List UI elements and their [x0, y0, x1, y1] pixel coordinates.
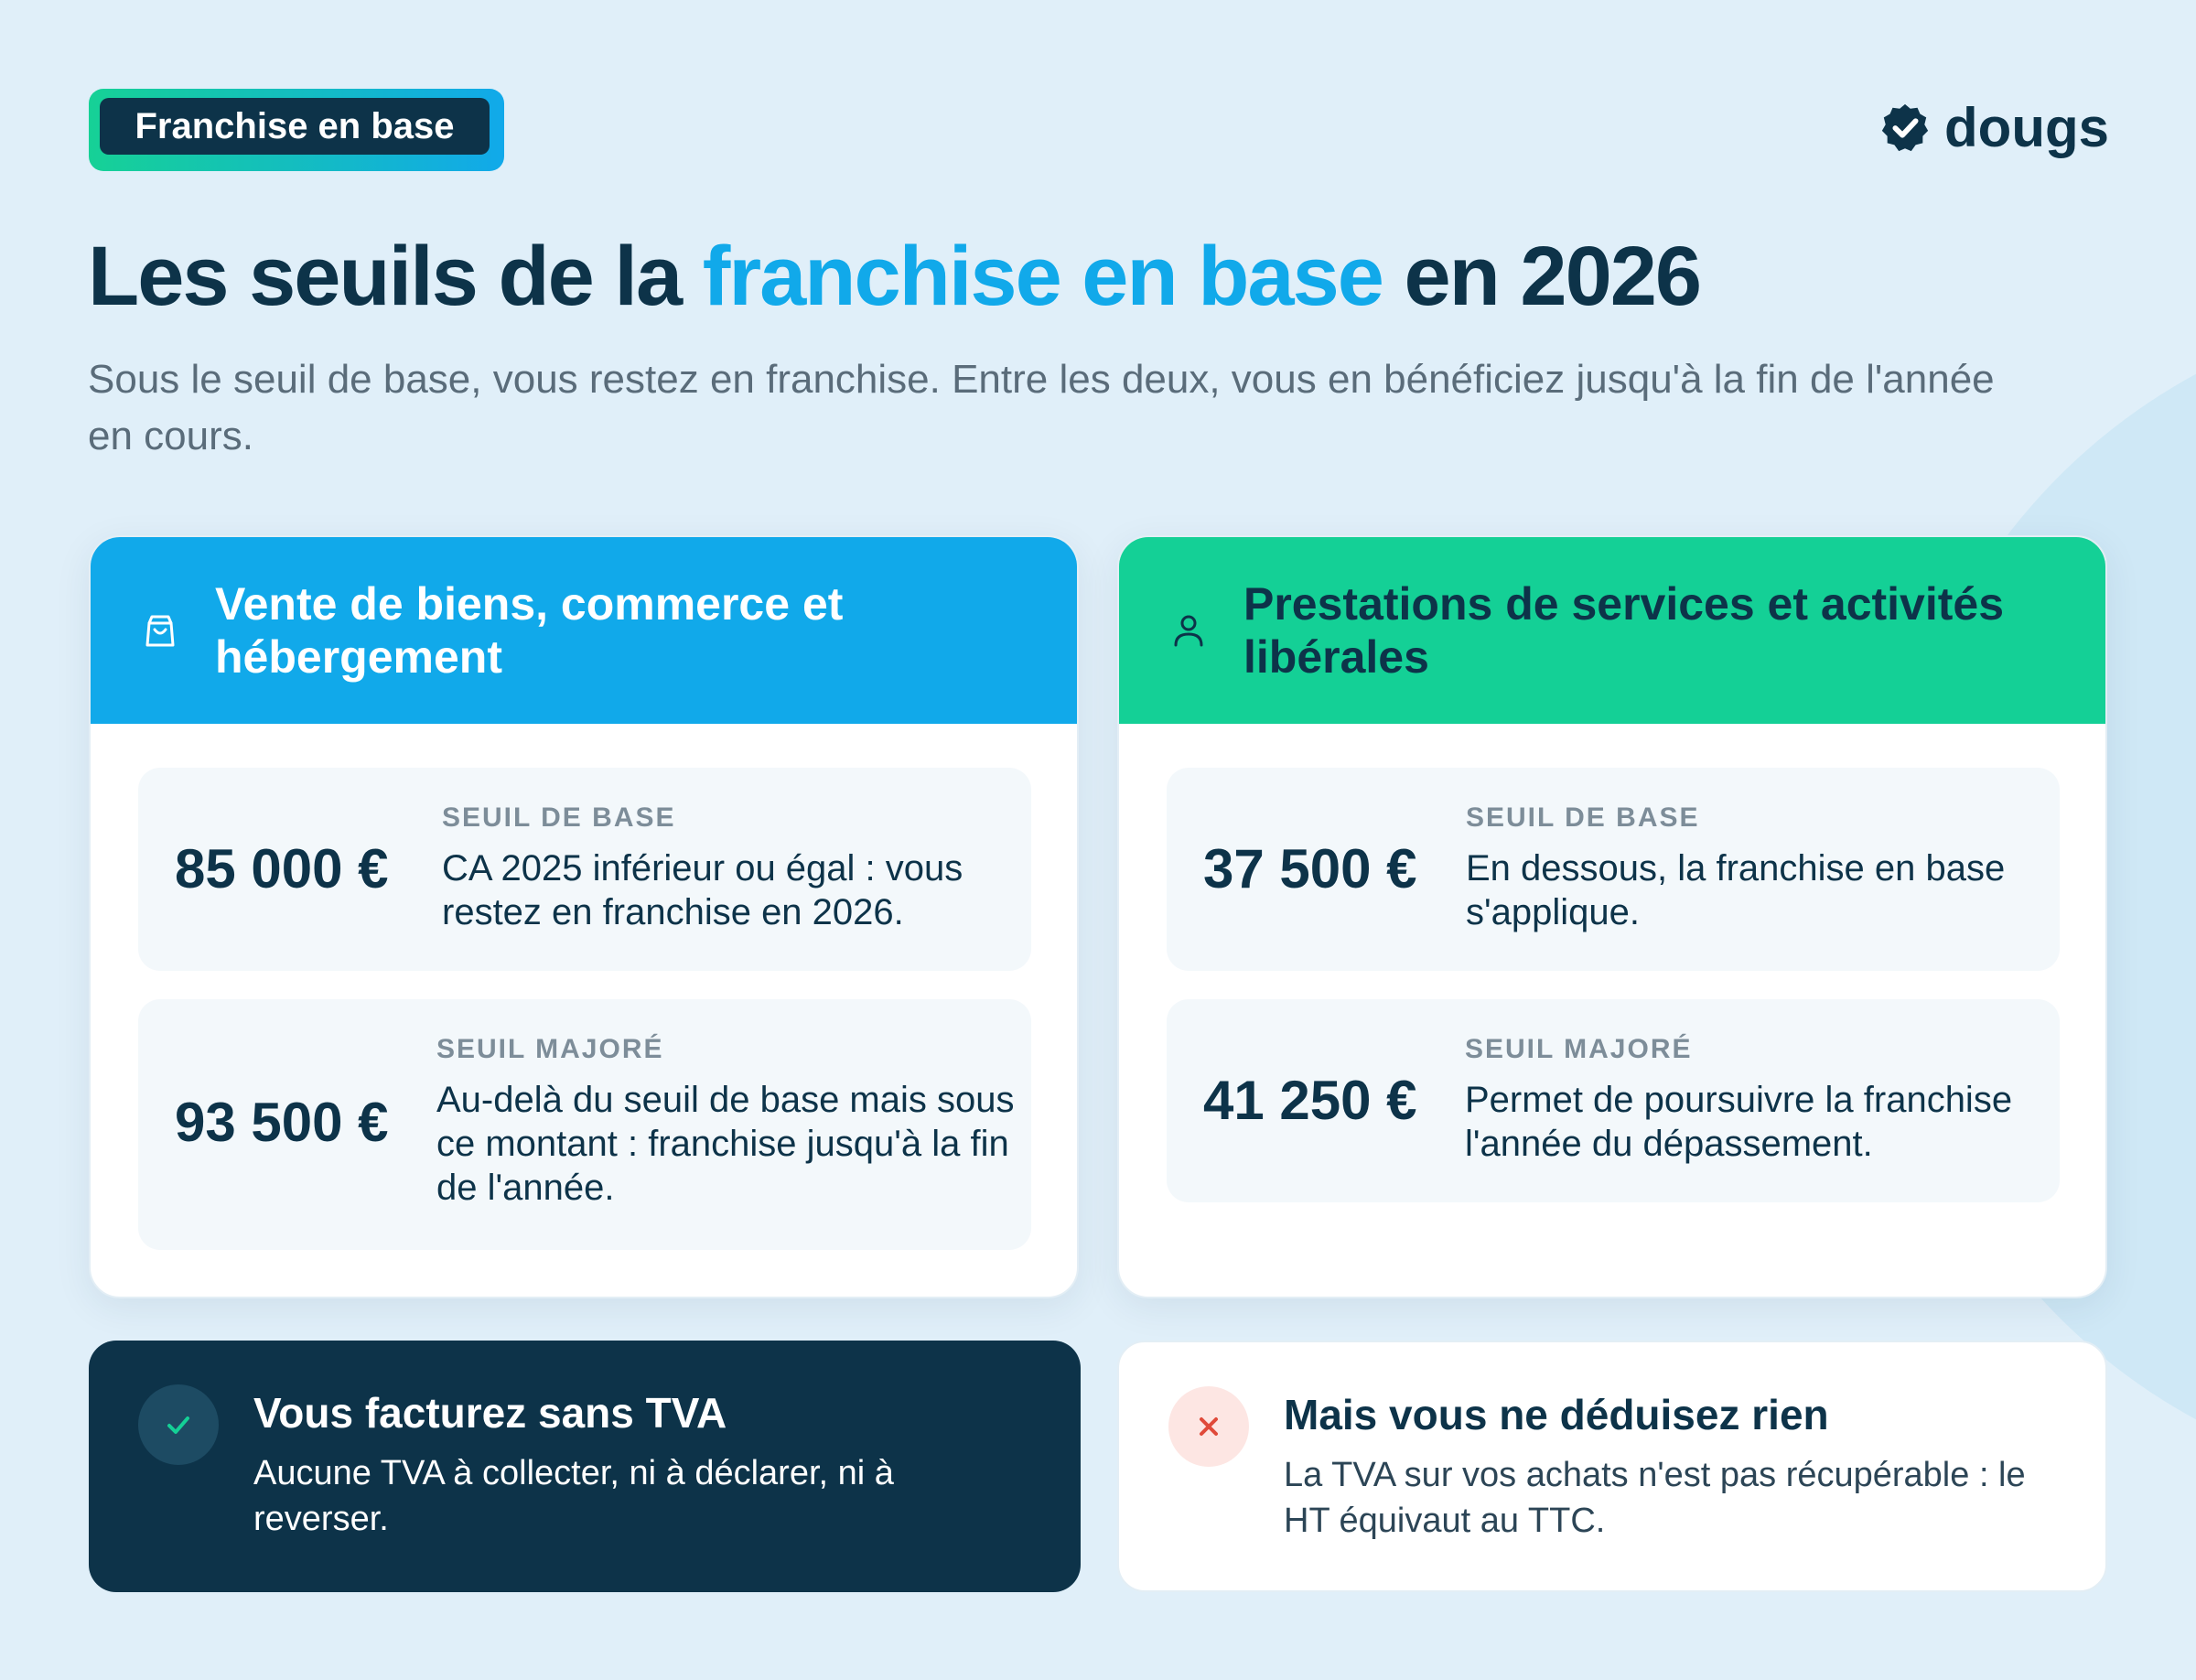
card-header	[1119, 537, 2105, 724]
person-icon	[1167, 608, 1211, 652]
threshold-amount: 93 500 €	[175, 1092, 389, 1153]
page-subtitle: Sous le seuil de base, vous restez en franchise. Entre les deux, vous en bénéficiez jusqu'à la fin de l'année en cours.	[88, 357, 1995, 458]
card-goods	[89, 535, 1079, 1298]
category-badge	[89, 89, 504, 171]
card-header	[91, 537, 1077, 724]
close-icon	[1190, 1408, 1227, 1445]
threshold-label: SEUIL MAJORÉ	[1465, 1034, 1693, 1064]
check-badge-icon	[1878, 102, 1932, 155]
benefit-title: Vous facturez sans TVA	[253, 1389, 727, 1437]
threshold-row-base	[1167, 768, 2060, 971]
card-services	[1117, 535, 2107, 1298]
logo-text: dougs	[1944, 97, 2109, 158]
threshold-amount: 37 500 €	[1203, 838, 1417, 899]
drawback-card	[1117, 1341, 2107, 1592]
card-title: Vente de biens, commerce et hébergement	[215, 578, 844, 683]
benefit-description: Aucune TVA à collecter, ni à déclarer, ni à reverser.	[253, 1454, 894, 1538]
threshold-amount: 41 250 €	[1203, 1070, 1417, 1131]
threshold-amount: 85 000 €	[175, 838, 389, 899]
threshold-description: En dessous, la franchise en base s'applique.	[1466, 848, 2006, 932]
badge-label: Franchise en base	[100, 98, 490, 155]
threshold-label: SEUIL MAJORÉ	[436, 1034, 664, 1064]
threshold-label: SEUIL DE BASE	[1466, 802, 1700, 833]
drawback-description: La TVA sur vos achats n'est pas récupérable : le HT équivaut au TTC.	[1284, 1456, 2026, 1540]
check-icon	[160, 1406, 197, 1443]
title-part-2: en 2026	[1382, 230, 1701, 323]
threshold-row-increased	[1167, 999, 2060, 1202]
page-title	[88, 229, 1700, 325]
close-circle	[1168, 1386, 1249, 1467]
check-circle	[138, 1384, 219, 1465]
dougs-logo	[1878, 96, 2109, 159]
shopping-bag-icon	[138, 608, 182, 652]
threshold-description: Permet de poursuivre la franchise l'année du dépassement.	[1465, 1080, 2013, 1164]
threshold-row-increased	[138, 999, 1031, 1250]
drawback-title: Mais vous ne déduisez rien	[1284, 1391, 1829, 1438]
threshold-row-base	[138, 768, 1031, 971]
benefit-card	[89, 1341, 1081, 1592]
threshold-label: SEUIL DE BASE	[442, 802, 676, 833]
card-title: Prestations de services et activités libérales	[1243, 578, 2005, 683]
title-part-1: Les seuils de la	[88, 230, 703, 323]
threshold-description: Au-delà du seuil de base mais sous ce montant : franchise jusqu'à la fin de l'année.	[436, 1080, 1015, 1208]
title-highlight: franchise en base	[702, 230, 1383, 323]
threshold-description: CA 2025 inférieur ou égal : vous restez en franchise en 2026.	[442, 848, 963, 932]
